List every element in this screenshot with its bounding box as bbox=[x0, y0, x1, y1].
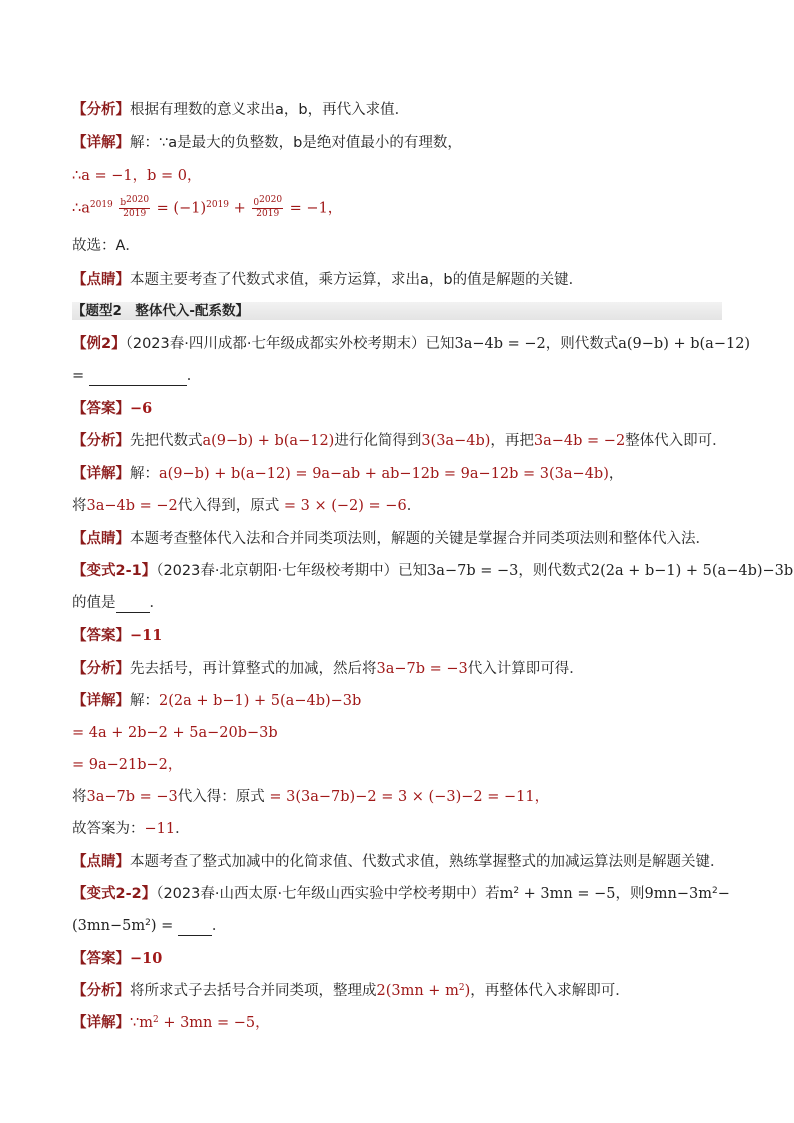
detail-expr: a(9−b) + b(a−12) = 9a−ab + ab−12b = 9a−12b = 3(3a−4b) bbox=[159, 466, 609, 482]
variation21-final bbox=[72, 819, 190, 839]
detail-tag: 【详解】 bbox=[72, 466, 130, 482]
analysis-text: 整体代入即可． bbox=[625, 433, 727, 449]
choose-line: 故选：A． bbox=[72, 238, 140, 254]
analysis-expr: a(9−b) + b(a−12) bbox=[202, 433, 335, 449]
variation22-tag: 【变式2-2】 bbox=[72, 886, 157, 902]
variation22-answer bbox=[72, 949, 162, 969]
detail-expr: m bbox=[139, 1015, 153, 1031]
answer-blank[interactable] bbox=[116, 596, 150, 613]
analysis-line-1 bbox=[72, 100, 409, 120]
variation22-detail bbox=[72, 1013, 270, 1033]
variation22-mid: ，则 bbox=[615, 886, 645, 902]
variation21-detail bbox=[72, 691, 361, 711]
comment-tag: 【点睛】 bbox=[72, 272, 130, 288]
variation22-line2-expr: (3mn−5m bbox=[72, 918, 146, 934]
analysis-expr: 3a−7b = −3 bbox=[376, 661, 468, 677]
detail-text: 解：∵a是最大的负整数，b是绝对值最小的有理数， bbox=[130, 135, 462, 151]
substitute-expr: 3a−4b = −2 bbox=[86, 498, 178, 514]
example2-source: （2023春·四川成都·七年级成都实外校考期末）已知 bbox=[125, 336, 455, 352]
analysis-tag: 【分析】 bbox=[72, 661, 130, 677]
final-text: 故答案为： bbox=[72, 821, 145, 837]
variation21-blank-line bbox=[72, 593, 164, 613]
variation22-end: ． bbox=[211, 918, 227, 934]
detail-expr-exp: 2 bbox=[152, 1015, 159, 1025]
detail-text: 解： bbox=[130, 466, 159, 482]
comment-text: 本题考查整体代入法和合并同类项法则，解题的关键是掌握合并同类项法则和整体代入法． bbox=[130, 531, 710, 547]
analysis-text: ，再把 bbox=[490, 433, 534, 449]
example2-cond: 3a−4b = −2 bbox=[454, 336, 546, 352]
analysis-text: 将所求式子去括号合并同类项，整理成 bbox=[130, 983, 377, 999]
example2-comment bbox=[72, 529, 710, 549]
variation21-analysis bbox=[72, 659, 584, 679]
example2-analysis bbox=[72, 431, 727, 451]
fraction-1 bbox=[119, 195, 150, 219]
variation22-cond: m bbox=[499, 886, 514, 902]
example2-eq: = bbox=[72, 368, 89, 384]
variation22-line2-close: ) bbox=[150, 918, 157, 934]
frac2-num-exp: 2020 bbox=[259, 195, 283, 205]
analysis-tag: 【分析】 bbox=[72, 983, 130, 999]
substitute-text: 代入得到，原式 bbox=[177, 498, 280, 514]
calc-end: = −1， bbox=[285, 200, 343, 217]
answer-value: −6 bbox=[130, 400, 153, 417]
comment-line-1 bbox=[72, 270, 583, 290]
example2-mid: ，则代数式 bbox=[545, 336, 619, 352]
detail-because: ∵ bbox=[130, 1015, 140, 1031]
frac1-den: 2019 bbox=[123, 209, 147, 219]
final-text: ． bbox=[175, 821, 190, 837]
analysis-expr: 3(3a−4b) bbox=[421, 433, 491, 449]
variation21-value-text: 的值是 bbox=[72, 595, 116, 611]
detail-expr: 2(2a + b−1) + 5(a−4b)−3b bbox=[159, 693, 362, 709]
calc-plus: + bbox=[229, 200, 251, 217]
frac1-num: b bbox=[120, 198, 127, 208]
variation21-end: ． bbox=[149, 595, 164, 611]
variation22-analysis bbox=[72, 981, 630, 1001]
variation22-source: （2023春·山西太原·七年级山西实验中学校考期中）若 bbox=[156, 886, 500, 902]
analysis-text: 根据有理数的意义求出a，b，再代入求值． bbox=[130, 102, 410, 118]
variation21-source: （2023春·北京朝阳·七年级校考期中）已知 bbox=[156, 563, 428, 579]
analysis-expr-exp: 2 bbox=[458, 983, 465, 993]
substitute-text: 将 bbox=[72, 789, 87, 805]
detail-text: 解： bbox=[130, 693, 159, 709]
comment-text: 本题主要考查了代数式求值，乘方运算，求出a，b的值是解题的关键． bbox=[130, 272, 584, 288]
example2-question bbox=[72, 334, 750, 354]
calc-mid-exp: 2019 bbox=[206, 200, 230, 210]
frac2-num: 0 bbox=[253, 198, 260, 208]
analysis-tag: 【分析】 bbox=[72, 102, 130, 118]
calc-a: ∴a bbox=[72, 200, 90, 217]
variation22-cond-exp: 2 bbox=[513, 886, 520, 896]
comment-tag: 【点睛】 bbox=[72, 531, 130, 547]
variation22-expr-exp: 2 bbox=[711, 886, 718, 896]
variation21-cond: 3a−7b = −3 bbox=[427, 563, 519, 579]
detail-line-1 bbox=[72, 133, 462, 153]
detail-text: ， bbox=[608, 466, 624, 482]
detail-tag: 【详解】 bbox=[72, 135, 130, 151]
answer-value: −11 bbox=[130, 627, 163, 644]
comment-text: 本题考查了整式加减中的化简求值、代数式求值，熟练掌握整式的加减运算法则是解题关键． bbox=[130, 854, 725, 870]
variation22-line2-exp: 2 bbox=[145, 918, 151, 928]
answer-blank[interactable] bbox=[178, 919, 212, 936]
analysis-text: 代入计算即可得． bbox=[467, 661, 584, 677]
calc-mid: = (−1) bbox=[152, 200, 207, 217]
analysis-expr-close: ) bbox=[464, 983, 471, 999]
variation22-question bbox=[72, 884, 730, 904]
analysis-text: 先把代数式 bbox=[130, 433, 203, 449]
example2-detail bbox=[72, 464, 623, 484]
substitute-expr: 3a−7b = −3 bbox=[86, 789, 178, 805]
therefore-line: ∴a = −1，b = 0， bbox=[72, 168, 202, 184]
detail-tag: 【详解】 bbox=[72, 693, 130, 709]
section-header bbox=[72, 302, 722, 320]
variation21-substitute bbox=[72, 787, 549, 807]
detail-tag: 【详解】 bbox=[72, 1015, 130, 1031]
variation21-step2: = 9a−21b−2， bbox=[72, 757, 183, 773]
example2-expr: a(9−b) + b(a−12) bbox=[618, 336, 751, 352]
variation21-answer bbox=[72, 626, 162, 646]
answer-blank[interactable] bbox=[89, 369, 187, 386]
variation21-step1: = 4a + 2b−2 + 5a−20b−3b bbox=[72, 725, 278, 741]
answer-tag: 【答案】 bbox=[72, 401, 130, 417]
frac2-den: 2019 bbox=[256, 209, 280, 219]
variation21-question bbox=[72, 561, 793, 581]
substitute-expr: = 3(3a−7b)−2 = 3 × (−3)−2 = −11， bbox=[264, 789, 550, 805]
substitute-text: 将 bbox=[72, 498, 87, 514]
example2-answer bbox=[72, 399, 152, 419]
analysis-text: ，再整体代入求解即可． bbox=[470, 983, 630, 999]
example2-tag: 【例2】 bbox=[72, 336, 126, 352]
final-answer: −11 bbox=[144, 821, 176, 837]
variation21-expr: 2(2a + b−1) + 5(a−4b)−3b bbox=[590, 563, 794, 579]
analysis-expr: 3a−4b = −2 bbox=[533, 433, 626, 449]
detail-expr-rest: + 3mn = −5， bbox=[158, 1015, 270, 1031]
variation21-tag: 【变式2-1】 bbox=[72, 563, 157, 579]
substitute-text: ． bbox=[406, 498, 422, 514]
substitute-text: 代入得：原式 bbox=[177, 789, 265, 805]
analysis-text: 先去括号，再计算整式的加减，然后将 bbox=[130, 661, 377, 677]
variation21-comment bbox=[72, 852, 725, 872]
analysis-tag: 【分析】 bbox=[72, 433, 130, 449]
variation22-line2-eq: = bbox=[156, 918, 178, 934]
frac1-num-exp: 2020 bbox=[126, 195, 150, 205]
example2-substitute bbox=[72, 496, 421, 516]
variation22-expr: 9mn−3m bbox=[644, 886, 712, 902]
calc-exp: 2019 bbox=[89, 200, 113, 210]
answer-tag: 【答案】 bbox=[72, 628, 130, 644]
substitute-expr: = 3 × (−2) = −6 bbox=[279, 498, 407, 514]
answer-value: −10 bbox=[130, 950, 163, 967]
answer-tag: 【答案】 bbox=[72, 951, 130, 967]
variation22-expr-end: − bbox=[717, 886, 730, 902]
calc-line bbox=[72, 195, 343, 219]
section-title: 【题型2 整体代入-配系数】 bbox=[72, 303, 249, 319]
fraction-2 bbox=[252, 195, 283, 219]
variation22-cond-rest: + 3mn = −5 bbox=[519, 886, 616, 902]
comment-tag: 【点睛】 bbox=[72, 854, 130, 870]
analysis-expr: 2(3mn + m bbox=[376, 983, 459, 999]
example2-blank-line bbox=[72, 366, 201, 386]
variation22-blank-line bbox=[72, 916, 226, 936]
variation21-mid: ，则代数式 bbox=[518, 563, 591, 579]
analysis-text: 进行化简得到 bbox=[334, 433, 422, 449]
example2-end: ． bbox=[186, 368, 202, 384]
